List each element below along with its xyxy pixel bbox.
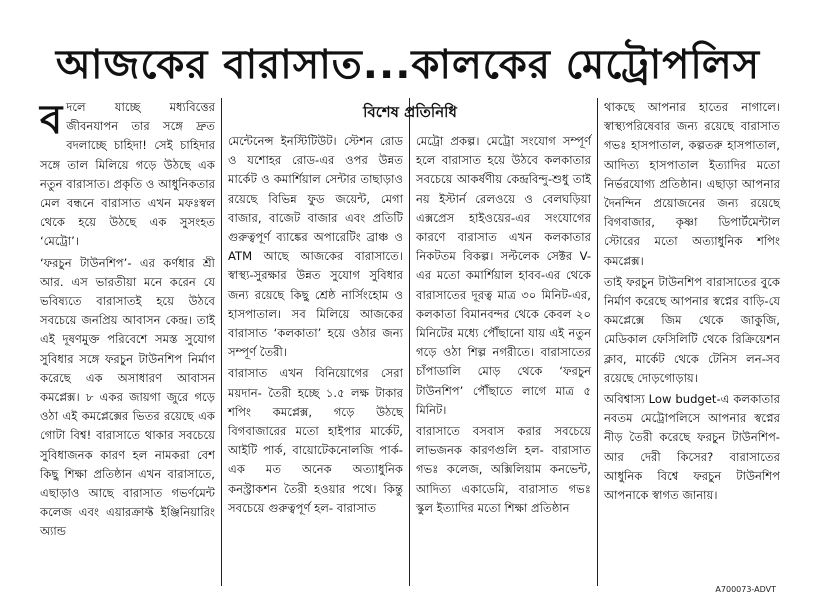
col1-paragraph-1-text: দলে যাচ্ছে মধ্যবিত্তের জীবনযাপন তার সঙ্গে দ্রুত বদলাচ্ছে চাহিদা! সেই চাহিদার সঙ্গে তাল মিলিয়ে গড়ে উঠছে এক নতুন বারাসাত। প্রকৃতি ও আধুনিকতার মেল বন্ধনে বারাসাত এখন মফঃস্বল থেকে হয়ে উঠছে এক সুসংহত ‘মেট্রো’। xyxy=(40,100,215,249)
col2-paragraph-1: মেন্টেনেন্স ইনস্টিটিউট। স্টেশন রোড ও যশোহর রোড-এর ওপর উন্নত মার্কেট ও কমার্শিয়াল সেন্টার তাছাড়াও রয়েছে বিভিন্ন ফুড জয়েন্ট, মেগা বাজার, বাজেট বাজার এবং প্রতিটি গুরুত্বপূর্ণ ব্যাঙ্কের অপারেটিং ব্রাঞ্চ ও ATM আছে আজকের বারাসাতে। স্বাস্থ্য-সুরক্ষার উন্নত সুযোগ সুবিধার জন্য রয়েছে কিছু শ্রেষ্ঠ নার্সিংহোম ও হাসপাতাল। সব মিলিয়ে আজকের বারাসাত ‘কলকাতা’ হয়ে ওঠার জন্য সম্পূর্ণ তৈরী। xyxy=(228,134,403,360)
col3-paragraph-2: বারাসাতে বসবাস করার সবচেয়ে লাভজনক কারণগুলি হল- বারাসাত গভঃ কলেজ, অক্সিলিয়াম কনভেন্ট, আদিত্য একাডেমি, বারাসাত গভঃ স্কুল ইত্যাদির মতো শিক্ষা প্রতিষ্ঠান xyxy=(416,424,591,515)
col1-paragraph-1 xyxy=(40,98,215,252)
col4-paragraph-3: অবিশ্বাস্য Low budget-এ কলকাতার নবতম মেট্রোপলিসে আপনার স্বপ্নের নীড় তৈরী করেছে ফরচুন টাউনশিপ- আর দেরী কিসের? বারাসাতের আধুনিক বিশ্বে ফরচুন টাউনশিপ আপনাকে স্বাগত জানায়। xyxy=(604,392,780,503)
col3-paragraph-1: মেট্রো প্রকল্প। মেট্রো সংযোগ সম্পূর্ণ হলে বারাসাত হয়ে উঠবে কলকাতার সবচেয়ে আকর্ষণীয় কেন্দ্রবিন্দু-শুধু তাই নয় ইস্টার্ন রেলওয়ে ও বেলঘড়িয়া এক্সপ্রেস হাইওয়ের-এর সংযোগের কারণে বারাসাত এখন কলকাতার নিকটতম বিকল্প। সল্টলেক সেক্টর V-এর মতো কমার্শিয়াল হাবব-এর থেকে বারাসাতের দূরত্ব মাত্র ৩০ মিনিট-এর, কলকাতা বিমানবন্দর থেকে কেবল ২০ মিনিটের মধ্যে পৌঁছানো যায় এই নতুন গড়ে ওঠা শিল্প নগরীতে। বারাসাতের চাঁপাডালি মোড় থেকে ‘ফরচুন টাউনশিপ’ পৌঁছাতে লাগে মাত্র ৫ মিনিট। xyxy=(416,134,591,417)
column-3-body xyxy=(416,132,591,518)
column-2 xyxy=(222,98,410,586)
column-2-body xyxy=(228,132,403,518)
dropcap: ব xyxy=(40,98,63,143)
col1-paragraph-2: ‘ফরচুন টাউনশিপ’- এর কর্ণধার শ্রী আর. এস ভারতীয়া মনে করেন যে ভবিষ্যতে বারাসাতই হয়ে উঠবে সবচেয়ে জনপ্রিয় আবাসন কেন্দ্র। তাই এই দূষণমুক্ত পরিবেশে সমস্ত সুযোগ সুবিধার সঙ্গে ফরচুন টাউনশিপ নির্মাণ করেছে এক অসাধারণ আবাসন কমপ্লেক্স। ৮ একর জায়গা জুরে গড়ে ওঠা এই কমপ্লেক্সের ভিতর রয়েছে এক গোটা বিশ্ব! বারাসাতে থাকার সবচেয়ে সুবিধাজনক কারণ হল নামকরা বেশ কিছু শিক্ষা প্রতিষ্ঠান এখন বারাসাতে, এছাড়াও আছে বারাসাত গভর্ণমেন্ট কলেজ এবং এয়ারক্রাফ্ট ইঞ্জিনিয়ারিং অ্যান্ড xyxy=(40,255,215,539)
col4-paragraph-1: থাকছে আপনার হাতের নাগালে। স্বাস্থ্যপরিষেবার জন্য রয়েছে বারাসাত গভঃ হাসপাতাল, কল্পতরু হাসপাতাল, আদিত্য হাসপাতাল ইত্যাদির মতো নির্ভরযোগ্য প্রতিষ্ঠান। এছাড়া আপনার দৈনন্দিন প্রয়োজনের জন্য রয়েছে বিগবাজার, কৃষ্ণা ডিপার্টমেন্টাল স্টোরের মতো অত্যাধুনিক শপিং কমপ্লেক্স। xyxy=(604,100,780,268)
col2-paragraph-2: বারাসাত এখন বিনিয়োগের সেরা ময়দান- তৈরী হচ্ছে ১.৫ লক্ষ টাকার শপিং কমপ্লেক্স, গড়ে উঠছে বিগবাজারের মতো হাইপার মার্কেট, আইটি পার্ক, বায়োটেকনোলজি পার্ক- এক মত অনেক অত্যাধুনিক কনস্ট্রাকশন তৈরী হওয়ার পথে। কিন্তু সবচেয়ে গুরুত্বপূর্ণ হল- বারাসাত xyxy=(228,366,403,515)
column-3 xyxy=(410,98,598,586)
col4-paragraph-2: তাই ফরচুন টাউনশিপ বারাসাতের বুকে নির্মাণ করেছে আপনার স্বপ্নের বাড়ি-যে কমপ্লেক্সে জিম থেকে জাকুজি, মেডিকাল ফেসিলিটি থেকে রিক্রিয়েশন ক্লাব, মার্কেট থেকে টেনিস লন-সব রয়েছে দোড়গোড়ায়। xyxy=(604,274,780,385)
column-1 xyxy=(34,98,222,586)
column-4 xyxy=(598,98,786,586)
headline: আজকের বারাসাত...কালকের মেট্রোপলিস xyxy=(55,42,761,88)
byline: বিশেষ প্রতিনিধি xyxy=(363,103,457,121)
ad-code: A700073-ADVT xyxy=(715,585,776,594)
article-columns xyxy=(34,98,786,586)
